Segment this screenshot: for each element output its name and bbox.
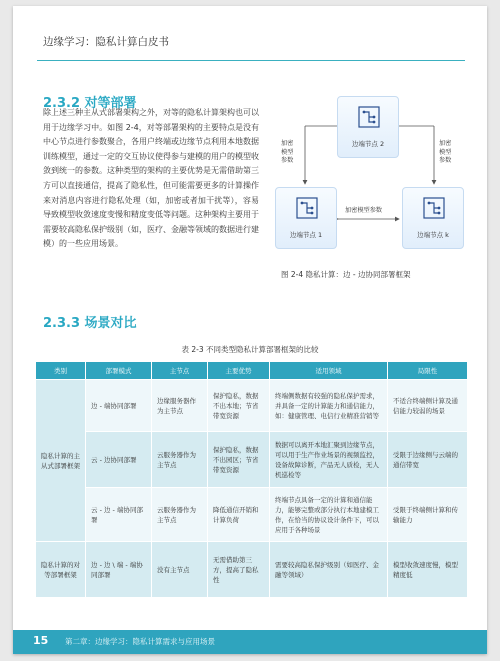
master-cell: 云服务器作为主节点 — [152, 488, 208, 542]
category-cell: 隐私计算的对等部署框架 — [36, 542, 86, 598]
mode-cell: 云 - 边 - 端协同部署 — [86, 488, 152, 542]
master-cell: 边缘服务器作为主节点 — [152, 380, 208, 432]
advantage-cell: 保护隐私，数据不出园区；节省带宽资源 — [208, 432, 270, 488]
section-title-232: 2.3.2 对等部署 — [43, 96, 137, 111]
node-network-icon — [358, 106, 380, 128]
table-header-cell: 类别 — [36, 362, 86, 380]
node-edge-k — [402, 187, 464, 249]
edge-right-label: 加密 模型 参数 — [439, 140, 452, 164]
figure-2-4-diagram — [271, 86, 466, 261]
domain-cell: 终端侧数据有较强的隐私保护需求，并具备一定的计算能力和通信能力，如：健康管理、电信行业精准营销等 — [270, 380, 388, 432]
table-row — [36, 432, 468, 488]
mode-cell: 云 - 边协同部署 — [86, 432, 152, 488]
table-header-row — [36, 362, 468, 380]
advantage-cell: 降低通信开销和计算负荷 — [208, 488, 270, 542]
table-header-cell: 部署模式 — [86, 362, 152, 380]
footer-bar — [13, 630, 487, 654]
table-header-cell: 主要优势 — [208, 362, 270, 380]
figure-caption: 图 2-4 隐私计算：边 - 边协同部署框架 — [281, 270, 411, 279]
node-edge-1 — [275, 187, 337, 249]
table-header-cell: 局限性 — [388, 362, 468, 380]
limitation-cell: 受限于边缘侧与云端的通信带宽 — [388, 432, 468, 488]
node-network-icon — [423, 197, 445, 219]
master-cell: 没有主节点 — [152, 542, 208, 598]
category-cell: 隐私计算的主从式部署框架 — [36, 380, 86, 542]
mode-cell: 边 - 端协同部署 — [86, 380, 152, 432]
node-label: 边端节点 2 — [351, 140, 385, 148]
node-label: 边端节点 1 — [289, 231, 323, 239]
comparison-table — [35, 361, 468, 598]
mode-cell: 边 - 边 \ 端 - 端协同部署 — [86, 542, 152, 598]
document-page — [13, 6, 487, 654]
edge-left-label: 加密 模型 参数 — [281, 140, 294, 164]
table-row — [36, 488, 468, 542]
section-232-body: 除上述三种主从式部署架构之外，对等的隐私计算架构也可以用于边缘学习中。如图 2-4，对等部署架构的主要特点是没有中心节点进行参数聚合，各用户终端或边缘节点利用本地数据训练模型，通过一定的交互协议使得参与建模的用户的模型收敛到统一的参数。这种类型的架构的主要优势是无需借助第三方可以直接通信，提高了隐私性，但可能需要更多的计算操作来对消息内容进行隐私处理（如，加密或者加干扰等），容易导致模型收敛速度变慢和精度变低等问题。这种架构主要用于需要较高隐私保护级别（如，医疗、金融等领域的数据进行建模）的一些应用场景。 — [43, 108, 259, 249]
domain-cell: 需要较高隐私保护级别（如医疗、金融等领域） — [270, 542, 388, 598]
header-rule — [37, 60, 465, 61]
limitation-cell: 模型收敛速度慢，模型精度低 — [388, 542, 468, 598]
table-row — [36, 542, 468, 598]
limitation-cell: 受限于终端侧计算和传输能力 — [388, 488, 468, 542]
limitation-cell: 不适合终端侧计算及通信能力较弱的场景 — [388, 380, 468, 432]
domain-cell: 终端节点具备一定的计算和通信能力，能够完整或部分执行本地建模工作，在恰当的协议设计条件下，可以应用于各种场景 — [270, 488, 388, 542]
page-number: 15 — [33, 634, 49, 647]
table-header-cell: 适用领域 — [270, 362, 388, 380]
running-title: 边缘学习：隐私计算白皮书 — [43, 36, 169, 48]
node-label: 边端节点 k — [417, 231, 449, 239]
advantage-cell: 无需借助第三方，提高了隐私性 — [208, 542, 270, 598]
master-cell: 云服务器作为主节点 — [152, 432, 208, 488]
node-network-icon — [296, 197, 318, 219]
edge-bottom-label: 加密模型参数 — [345, 207, 383, 214]
advantage-cell: 保护隐私，数据不出本地；节省带宽资源 — [208, 380, 270, 432]
footer-chapter: 第二章：边缘学习：隐私计算需求与应用场景 — [65, 637, 215, 646]
table-row — [36, 380, 468, 432]
node-edge-2 — [337, 96, 399, 158]
table-caption: 表 2-3 不同类型隐私计算部署框架的比较 — [181, 345, 319, 354]
table-header-cell: 主节点 — [152, 362, 208, 380]
domain-cell: 数据可以离开本地汇聚到边缘节点，可以用于生产作业场景的视频监控，设备故障诊断，产品无人质检，无人机巡检等 — [270, 432, 388, 488]
section-title-233: 2.3.3 场景对比 — [43, 316, 137, 331]
